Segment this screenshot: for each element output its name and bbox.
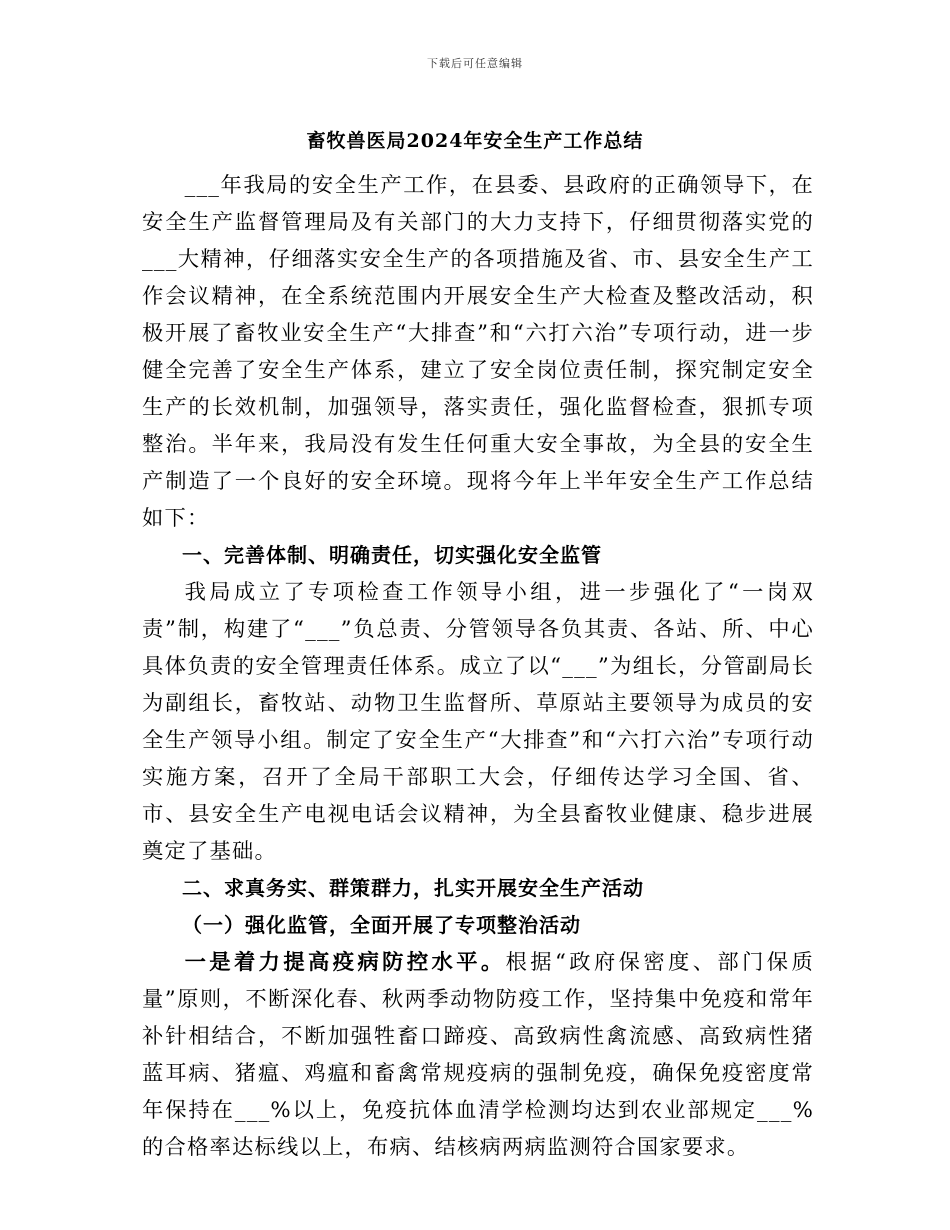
section-1-heading: 一、完善体制、明确责任，切实强化安全监管 (182, 543, 602, 567)
intro-paragraph: ___年我局的安全生产工作，在县委、县政府的正确领导下，在安全生产监督管理局及有关部门的大力支持下，仔细贯彻落实党的___大精神，仔细落实安全生产的各项措施及省、市、县安全生产工作会议精神，在全系统范围内开展安全生产大检查及整改活动，积极开展了畜牧业安全生产“大排查”和“六打六治”专项行动，进一步健全完善了安全生产体系，建立了安全岗位责任制，探究制定安全生产的长效机制，加强领导，落实责任，强化监督检查，狠抓专项整治。半年来，我局没有发生任何重大安全事故，为全县的安全生产制造了一个良好的安全环境。现将今年上半年安全生产工作总结如下： (142, 173, 814, 531)
document-title: 畜牧兽医局2024年安全生产工作总结 (306, 130, 644, 152)
header-note: 下载后可任意编辑 (427, 57, 523, 70)
point-1-paragraph (142, 944, 814, 1166)
subsection-1-heading: （一）强化监管，全面开展了专项整治活动 (182, 913, 581, 937)
section-1-paragraph: 我局成立了专项检查工作领导小组，进一步强化了“一岗双责”制，构建了“___”负总责、分管领导各负其责、各站、所、中心具体负责的安全管理责任体系。成立了以“___”为组长，分管副局长为副组长，畜牧站、动物卫生监督所、草原站主要领导为成员的安全生产领导小组。制定了安全生产“大排查”和“六打六治”专项行动实施方案，召开了全局干部职工大会，仔细传达学习全国、省、市、县安全生产电视电话会议精神，为全县畜牧业健康、稳步进展奠定了基础。 (142, 580, 814, 864)
section-2-heading: 二、求真务实、群策群力，扎实开展安全生产活动 (182, 876, 644, 900)
point-1-text: 根据“政府保密度、部门保质量”原则，不断深化春、秋两季动物防疫工作，坚持集中免疫和常年补针相结合，不断加强牲畜口蹄疫、高致病性禽流感、高致病性猪蓝耳病、猪瘟、鸡瘟和畜禽常规疫病的强制免疫，确保免疫密度常年保持在___%以上，免疫抗体血清学检测均达到农业部规定___%的合格率达标线以上，布病、结核病两病监测符合国家要求。 (142, 950, 814, 1160)
point-1-lead: 一是着力提高疫病防控水平。 (184, 950, 506, 975)
document-body (142, 167, 814, 1166)
